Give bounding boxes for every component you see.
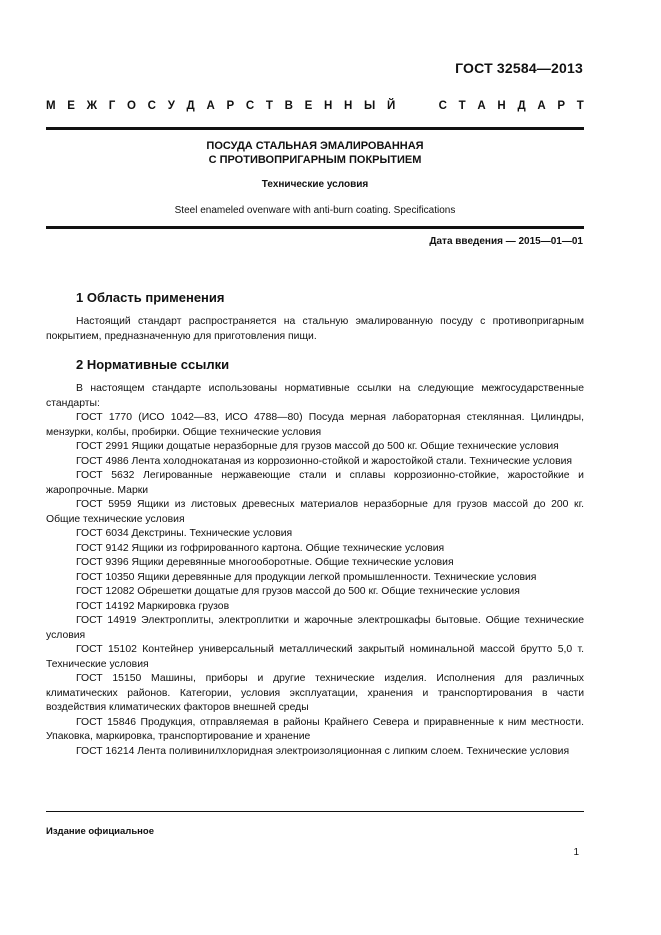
banner-letter: У (167, 100, 175, 112)
banner-letter: Г (108, 100, 116, 112)
banner-letter: Т (265, 100, 273, 112)
banner-letter: Ы (364, 100, 376, 112)
banner-letter: Н (323, 100, 333, 112)
banner-letter: С (245, 100, 255, 112)
reference-item: ГОСТ 2991 Ящики дощатые неразборные для грузов массой до 500 кг. Общие технические условия (76, 441, 559, 452)
standard-banner (46, 100, 584, 112)
reference-item: ГОСТ 6034 Декстрины. Технические условия (76, 528, 293, 539)
banner-gap (407, 100, 427, 112)
english-title: Steel enameled ovenware with anti-burn coating. Specifications (174, 205, 456, 216)
section-1-body (46, 315, 584, 344)
reference-item: ГОСТ 10350 Ящики деревянные для продукции легкой промышленности. Технические условия (76, 571, 537, 583)
reference-item: ГОСТ 16214 Лента поливинилхлоридная электроизоляционная с липким слоем. Технические условия (76, 745, 570, 757)
banner-letter: Ж (86, 100, 98, 112)
title-rule (46, 226, 584, 229)
banner-letter: С (438, 100, 447, 112)
banner-letter: Д (186, 100, 195, 112)
document-subtitle: Технические условия (261, 179, 369, 190)
banner-letter: А (206, 100, 215, 112)
reference-item: ГОСТ 5959 Ящики из листовых древесных материалов неразборные для грузов массой до 200 кг. Общие технические условия (46, 499, 584, 525)
footer-rule (46, 811, 584, 812)
reference-item: ГОСТ 1770 (ИСО 1042—83, ИСО 4788—80) Посуда мерная лабораторная стеклянная. Цилиндры, мензурки, колбы, пробирки. Общие технические условия (46, 412, 584, 438)
reference-item: ГОСТ 14192 Маркировка грузов (76, 600, 230, 612)
references-intro: В настоящем стандарте использованы нормативные ссылки на следующие межгосударственные стандарты: (46, 383, 584, 409)
official-edition-label: Издание официальное (46, 826, 154, 837)
document-number: ГОСТ 32584—2013 (455, 60, 583, 76)
introduction-date: Дата введения — 2015—01—01 (429, 236, 583, 247)
reference-item: ГОСТ 15846 Продукция, отправляемая в районы Крайнего Севера и приравненные к ним местности. Упаковка, маркировка, транспортирование и хранение (46, 716, 584, 742)
header-rule (46, 127, 584, 130)
banner-letter: Р (226, 100, 235, 112)
banner-letter: Н (344, 100, 353, 112)
reference-item: ГОСТ 12082 Обрешетки дощатые для грузов массой до 500 кг. Общие технические условия (76, 586, 520, 597)
banner-letter: О (127, 100, 136, 112)
title-line-1: ПОСУДА СТАЛЬНАЯ ЭМАЛИРОВАННАЯ (206, 140, 424, 152)
banner-letter: В (284, 100, 293, 112)
section-2-body (46, 382, 584, 759)
reference-item: ГОСТ 14919 Электроплиты, электроплитки и жарочные электрошкафы бытовые. Общие технические условия (46, 615, 584, 641)
reference-item: ГОСТ 15102 Контейнер универсальный металлический закрытый номинальной массой брутто 5,0 т. Технические условия (46, 644, 584, 670)
banner-letter: А (477, 100, 486, 112)
banner-letter: Т (576, 100, 584, 112)
section-2-heading: 2 Нормативные ссылки (76, 357, 230, 372)
section-1-paragraph: Настоящий стандарт распространяется на стальную эмалированную посуду с противопригарным покрытием, предназначенную для приготовления пищи. (46, 316, 584, 342)
reference-item: ГОСТ 4986 Лента холоднокатаная из коррозионно-стойкой и жаростойкой стали. Технические условия (76, 455, 573, 467)
document-title (46, 139, 584, 167)
banner-letter: М (46, 100, 56, 112)
banner-letter: Т (458, 100, 466, 112)
banner-letter: А (537, 100, 546, 112)
reference-item: ГОСТ 5632 Легированные нержавеющие стали и сплавы коррозионно-стойкие, жаростойкие и жаропрочные. Марки (46, 470, 584, 496)
reference-item: ГОСТ 15150 Машины, приборы и другие технические изделия. Исполнения для различных климатических районов. Категории, условия эксплуатации, хранения и транспортирования в части воздействия климатических факторов внешней среды (46, 673, 584, 713)
banner-letter: Й (386, 100, 396, 112)
page-number: 1 (573, 847, 579, 858)
banner-letter: Р (557, 100, 566, 112)
title-line-2: С ПРОТИВОПРИГАРНЫМ ПОКРЫТИЕМ (208, 154, 422, 166)
section-1-heading: 1 Область применения (76, 290, 225, 305)
banner-letter: С (147, 100, 156, 112)
reference-item: ГОСТ 9142 Ящики из гофрированного картона. Общие технические условия (76, 542, 445, 554)
banner-letter: Д (517, 100, 526, 112)
banner-letter: Н (497, 100, 506, 112)
banner-letter: Е (67, 100, 75, 112)
reference-item: ГОСТ 9396 Ящики деревянные многооборотные. Общие технические условия (76, 557, 454, 568)
banner-letter: Е (304, 100, 313, 112)
